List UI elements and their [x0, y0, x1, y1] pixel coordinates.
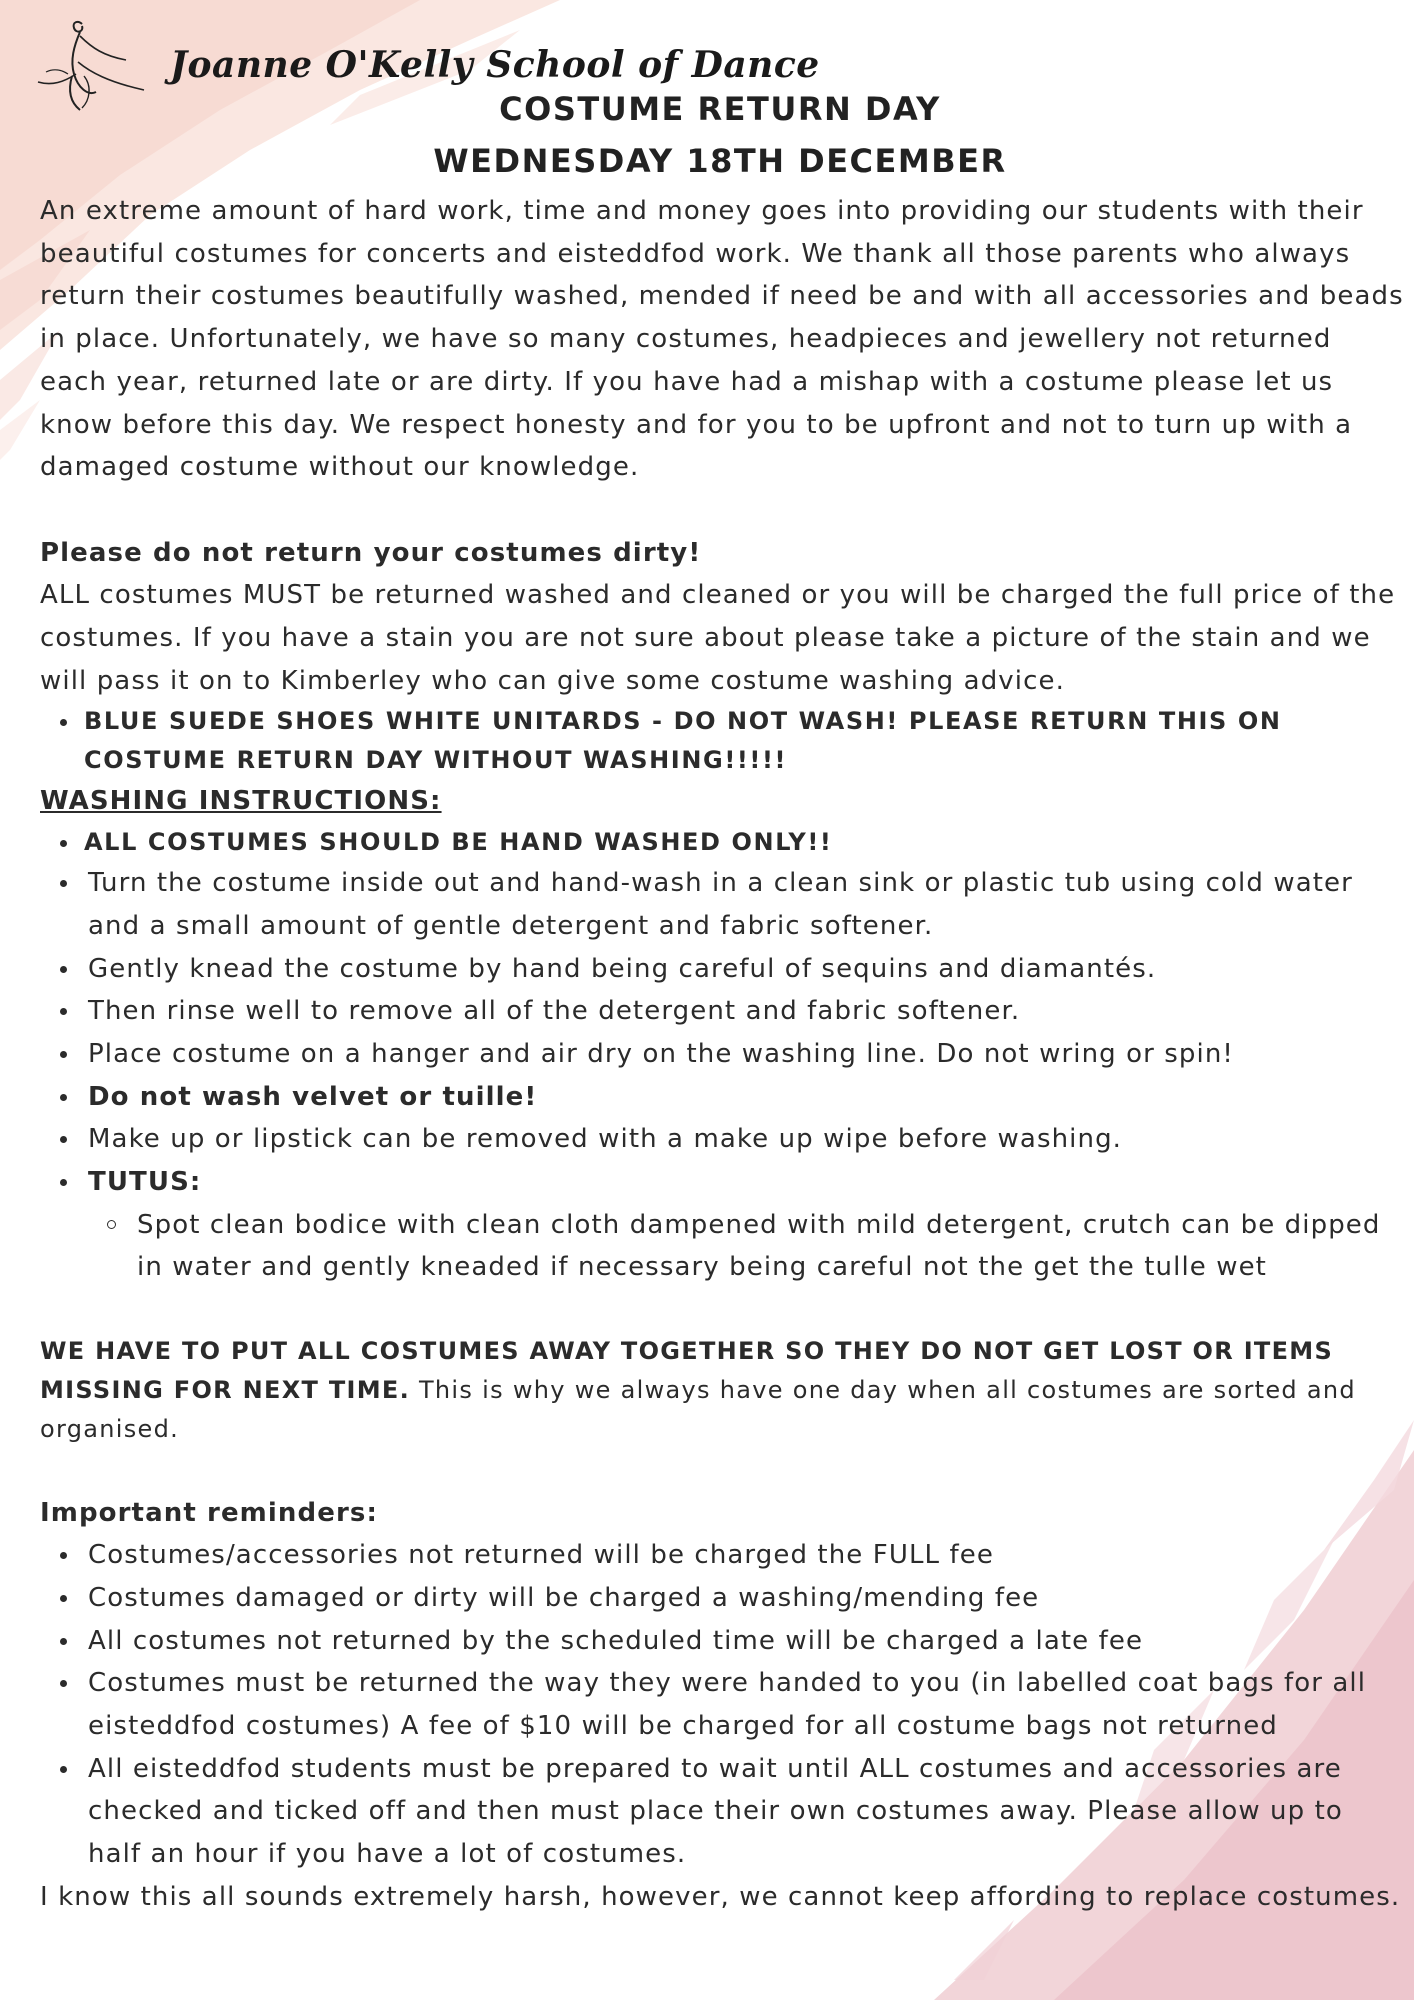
page-title: COSTUME RETURN DAY [499, 90, 941, 128]
list-item: Costumes must be returned the way they were handed to you (in labelled coat bags for all eisteddfod costumes) A fee of $10 will be charged for all costume bags not returned [40, 1662, 1405, 1747]
list-item: Make up or lipstick can be removed with a make up wipe before washing. [40, 1118, 1405, 1161]
reminders-list [40, 1534, 1405, 1876]
no-wash-item: BLUE SUEDE SHOES WHITE UNITARDS - DO NOT WASH! PLEASE RETURN THIS ON COSTUME RETURN DAY WITHOUT WASHING!!!!! [40, 702, 1405, 780]
list-item: Then rinse well to remove all of the detergent and fabric softener. [40, 990, 1405, 1033]
tutus-sublist [40, 1204, 1405, 1289]
no-wash-list [40, 702, 1405, 780]
washing-heading: WASHING INSTRUCTIONS: [40, 786, 442, 817]
list-item: All eisteddfod students must be prepared to wait until ALL costumes and accessories are checked and ticked off and then must place their own costumes away. Please allow up to half an hour if you have a lot of costumes. [40, 1748, 1405, 1876]
together-paragraph [40, 1332, 1405, 1449]
event-date-title: WEDNESDAY 18TH DECEMBER [433, 142, 1007, 180]
list-item: Gently knead the costume by hand being careful of sequins and diamantés. [40, 948, 1405, 991]
school-name: Joanne O'Kelly School of Dance [170, 44, 820, 86]
header [30, 14, 1380, 184]
list-item: Costumes/accessories not returned will be charged the FULL fee [40, 1534, 1405, 1577]
list-item: Turn the costume inside out and hand-wash in a clean sink or plastic tub using cold water and a small amount of gentle detergent and fabric softener. [40, 862, 1405, 947]
list-item: All costumes not returned by the scheduled time will be charged a late fee [40, 1620, 1405, 1663]
closing-paragraph: I know this all sounds extremely harsh, however, we cannot keep affording to replace costumes. [40, 1881, 1401, 1912]
list-item: Do not wash velvet or tuille! [40, 1076, 1405, 1119]
together-bold-text: WE HAVE TO PUT ALL COSTUMES AWAY TOGETHER SO THEY DO NOT GET LOST OR ITEMS MISSING FOR NEXT TIME. [40, 1336, 1334, 1404]
list-item: Place costume on a hanger and air dry on the washing line. Do not wring or spin! [40, 1033, 1405, 1076]
list-item: TUTUS: [40, 1161, 1405, 1204]
dirty-paragraph: ALL costumes MUST be returned washed and cleaned or you will be charged the full price of the costumes. If you have a stain you are not sure about please take a picture of the stain and we will pass it on to Kimberley who can give some costume washing advice. [40, 580, 1396, 696]
washing-instructions-list [40, 823, 1405, 1204]
list-item: Spot clean bodice with clean cloth dampened with mild detergent, crutch can be dipped in water and gently kneaded if necessary being careful not the get the tulle wet [40, 1204, 1405, 1289]
notice-body [40, 190, 1405, 1919]
list-item: Costumes damaged or dirty will be charged a washing/mending fee [40, 1577, 1405, 1620]
dirty-heading: Please do not return your costumes dirty! [40, 537, 702, 568]
list-item: ALL COSTUMES SHOULD BE HAND WASHED ONLY!! [40, 823, 1405, 862]
reminders-heading: Important reminders: [40, 1497, 378, 1528]
together-text: This is why we always have one day when all costumes are sorted and organised. [40, 1375, 1356, 1443]
intro-paragraph: An extreme amount of hard work, time and money goes into providing our students with their beautiful costumes for concerts and eisteddfod work. We thank all those parents who always return their costumes beautifully washed, mended if need be and with all accessories and beads in place. Unfortunately, we have so many costumes, headpieces and jewellery not returned each year, returned late or are dirty. If you have had a mishap with a costume please let us know before this day. We respect honesty and for you to be upfront and not to turn up with a damaged costume without our knowledge. [40, 196, 1404, 483]
